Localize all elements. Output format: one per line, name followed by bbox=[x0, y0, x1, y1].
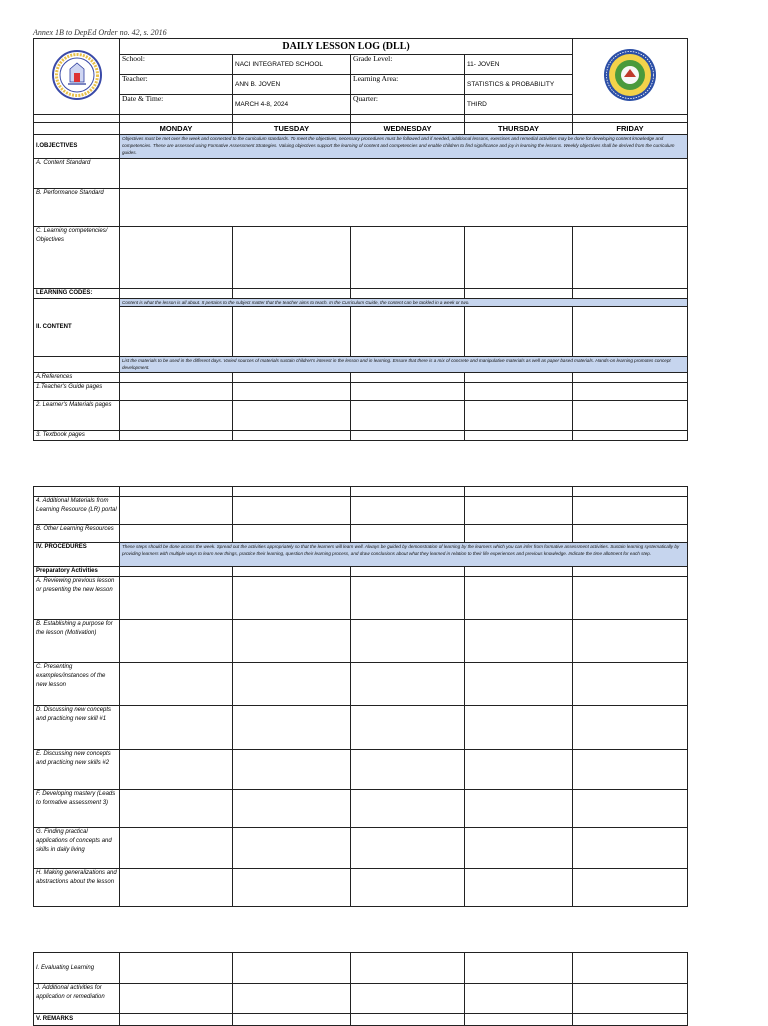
proc-j-thursday[interactable] bbox=[465, 984, 573, 1014]
tg-thursday[interactable] bbox=[465, 383, 573, 401]
procedures-note: These steps should be done across the week. Spread out the activities appropriately so that the learners will learn well. Always be guided by demonstration of learning by the learners which you can infer from formative assessment activities. Sustain learning systematically by providing learners with multiple ways to learn new things, practice their learning, question their learning process, and draw conclusions about what they learned in relation to their life experiences and previous knowledge. Indicate the time allotment for each step. bbox=[120, 543, 688, 567]
tg-tuesday[interactable] bbox=[233, 383, 351, 401]
proc-e-monday[interactable] bbox=[120, 750, 233, 790]
annex-reference: Annex 1B to DepEd Order no. 42, s. 2016 bbox=[33, 28, 167, 37]
grade-value: 11- JOVEN bbox=[465, 55, 573, 75]
proc-f-tuesday[interactable] bbox=[233, 790, 351, 828]
proc-j-label: J. Additional activities for application or remediation bbox=[34, 984, 120, 1014]
am-monday[interactable] bbox=[120, 497, 233, 525]
content-note: Content is what the lesson is all about. It pertains to the subject matter that the teacher aims to teach. In the Curriculum Guide, the content can be tackled in a week or two. bbox=[120, 299, 688, 307]
preparatory-label: Preparatory Activities bbox=[34, 567, 120, 577]
content-tuesday[interactable] bbox=[233, 307, 351, 357]
proc-c-friday[interactable] bbox=[573, 663, 688, 706]
school-label: School: bbox=[120, 55, 233, 75]
resources-note: List the materials to be used in the different days. Varied sources of materials sustain children's interest in the lesson and in learning. Ensure that there is a mix of concrete and manipulative materials as well as paper based materials. Hands-on learning promotes concept development. bbox=[120, 357, 688, 373]
proc-b-tuesday[interactable] bbox=[233, 620, 351, 663]
proc-e-thursday[interactable] bbox=[465, 750, 573, 790]
codes-thursday[interactable] bbox=[465, 289, 573, 299]
competencies-monday[interactable] bbox=[120, 227, 233, 289]
proc-g-friday[interactable] bbox=[573, 828, 688, 869]
proc-j-monday[interactable] bbox=[120, 984, 233, 1014]
proc-d-friday[interactable] bbox=[573, 706, 688, 750]
lm-tuesday[interactable] bbox=[233, 401, 351, 431]
content-label: II. CONTENT bbox=[34, 299, 120, 357]
olr-friday[interactable] bbox=[573, 525, 688, 543]
day-wednesday: WEDNESDAY bbox=[351, 123, 465, 135]
textbook-label: 3. Textbook pages bbox=[34, 431, 120, 441]
dll-table-page-2 bbox=[33, 486, 688, 907]
content-standard-label: A. Content Standard bbox=[34, 159, 120, 189]
olr-tuesday[interactable] bbox=[233, 525, 351, 543]
dll-table-page-1 bbox=[33, 38, 688, 441]
proc-b-friday[interactable] bbox=[573, 620, 688, 663]
tg-monday[interactable] bbox=[120, 383, 233, 401]
lm-friday[interactable] bbox=[573, 401, 688, 431]
objectives-note: Objectives must be met over the week and connected to the curriculum standards. To meet the objectives, necessary procedures must be followed and if needed, additional lessons, exercises and remedial activities may be done for developing content knowledge and competencies. These are assessed using Formative Assessment Strategies. Valuing objectives support the learning of content and competencies and enable children to find significance and joy in learning the lessons. Weekly objectives shall be derived from the curriculum guides. bbox=[120, 135, 688, 159]
proc-c-label: C. Presenting examples/instances of the new lesson bbox=[34, 663, 120, 706]
tb-wednesday[interactable] bbox=[351, 431, 465, 441]
proc-e-tuesday[interactable] bbox=[233, 750, 351, 790]
proc-e-label: E. Discussing new concepts and practicing new skills #2 bbox=[34, 750, 120, 790]
am-wednesday[interactable] bbox=[351, 497, 465, 525]
lm-wednesday[interactable] bbox=[351, 401, 465, 431]
proc-j-wednesday[interactable] bbox=[351, 984, 465, 1014]
competencies-thursday[interactable] bbox=[465, 227, 573, 289]
proc-b-wednesday[interactable] bbox=[351, 620, 465, 663]
teacher-value: ANN B. JOVEN bbox=[233, 75, 351, 95]
proc-b-thursday[interactable] bbox=[465, 620, 573, 663]
proc-a-thursday[interactable] bbox=[465, 577, 573, 620]
content-friday[interactable] bbox=[573, 307, 688, 357]
day-thursday: THURSDAY bbox=[465, 123, 573, 135]
proc-a-friday[interactable] bbox=[573, 577, 688, 620]
day-friday: FRIDAY bbox=[573, 123, 688, 135]
proc-h-friday[interactable] bbox=[573, 869, 688, 907]
tb-thursday[interactable] bbox=[465, 431, 573, 441]
competencies-friday[interactable] bbox=[573, 227, 688, 289]
performance-standard-label: B. Performance Standard bbox=[34, 189, 120, 227]
proc-i-monday[interactable] bbox=[120, 953, 233, 984]
proc-d-label: D. Discussing new concepts and practicing new skill #1 bbox=[34, 706, 120, 750]
proc-c-monday[interactable] bbox=[120, 663, 233, 706]
day-header-blank bbox=[34, 123, 120, 135]
proc-f-wednesday[interactable] bbox=[351, 790, 465, 828]
proc-g-wednesday[interactable] bbox=[351, 828, 465, 869]
content-monday[interactable] bbox=[120, 307, 233, 357]
objectives-label: I.OBJECTIVES bbox=[34, 135, 120, 159]
date-label: Date & Time: bbox=[120, 95, 233, 115]
additional-materials-label: 4. Additional Materials from Learning Resource (LR) portal bbox=[34, 497, 120, 525]
school-seal-icon bbox=[602, 47, 658, 103]
quarter-label: Quarter: bbox=[351, 95, 465, 115]
references-label: A.References bbox=[34, 373, 120, 383]
procedures-label: IV. PROCEDURES bbox=[34, 543, 120, 567]
proc-d-monday[interactable] bbox=[120, 706, 233, 750]
proc-h-wednesday[interactable] bbox=[351, 869, 465, 907]
proc-g-thursday[interactable] bbox=[465, 828, 573, 869]
proc-j-friday[interactable] bbox=[573, 984, 688, 1014]
proc-h-tuesday[interactable] bbox=[233, 869, 351, 907]
proc-e-wednesday[interactable] bbox=[351, 750, 465, 790]
proc-e-friday[interactable] bbox=[573, 750, 688, 790]
deped-seal-icon bbox=[51, 49, 103, 101]
proc-b-label: B. Establishing a purpose for the lesson (Motivation) bbox=[34, 620, 120, 663]
proc-g-label: G. Finding practical applications of concepts and skills in daily living bbox=[34, 828, 120, 869]
olr-monday[interactable] bbox=[120, 525, 233, 543]
tb-monday[interactable] bbox=[120, 431, 233, 441]
learning-competencies-label: C. Learning competencies/ Objectives bbox=[34, 227, 120, 289]
learners-materials-label: 2. Learner's Materials pages bbox=[34, 401, 120, 431]
codes-friday[interactable] bbox=[573, 289, 688, 299]
document-title: DAILY LESSON LOG (DLL) bbox=[120, 39, 573, 55]
proc-b-monday[interactable] bbox=[120, 620, 233, 663]
olr-thursday[interactable] bbox=[465, 525, 573, 543]
teachers-guide-label: 1.Teacher's Guide pages bbox=[34, 383, 120, 401]
tb-tuesday[interactable] bbox=[233, 431, 351, 441]
other-resources-label: B. Other Learning Resources bbox=[34, 525, 120, 543]
tg-friday[interactable] bbox=[573, 383, 688, 401]
am-thursday[interactable] bbox=[465, 497, 573, 525]
content-standard-cell[interactable] bbox=[120, 159, 688, 189]
area-label: Learning Area: bbox=[351, 75, 465, 95]
proc-c-thursday[interactable] bbox=[465, 663, 573, 706]
proc-d-tuesday[interactable] bbox=[233, 706, 351, 750]
school-value: NACI INTEGRATED SCHOOL bbox=[233, 55, 351, 75]
proc-f-friday[interactable] bbox=[573, 790, 688, 828]
tb-friday[interactable] bbox=[573, 431, 688, 441]
learning-codes-label: LEARNING CODES: bbox=[34, 289, 120, 299]
lm-thursday[interactable] bbox=[465, 401, 573, 431]
competencies-tuesday[interactable] bbox=[233, 227, 351, 289]
proc-g-tuesday[interactable] bbox=[233, 828, 351, 869]
codes-wednesday[interactable] bbox=[351, 289, 465, 299]
proc-i-thursday[interactable] bbox=[465, 953, 573, 984]
lm-monday[interactable] bbox=[120, 401, 233, 431]
proc-j-tuesday[interactable] bbox=[233, 984, 351, 1014]
proc-a-monday[interactable] bbox=[120, 577, 233, 620]
proc-d-thursday[interactable] bbox=[465, 706, 573, 750]
proc-i-tuesday[interactable] bbox=[233, 953, 351, 984]
am-tuesday[interactable] bbox=[233, 497, 351, 525]
proc-h-label: H. Making generalizations and abstractions about the lesson bbox=[34, 869, 120, 907]
date-value: MARCH 4-8, 2024 bbox=[233, 95, 351, 115]
proc-a-tuesday[interactable] bbox=[233, 577, 351, 620]
competencies-wednesday[interactable] bbox=[351, 227, 465, 289]
content-wednesday[interactable] bbox=[351, 307, 465, 357]
tg-wednesday[interactable] bbox=[351, 383, 465, 401]
proc-f-thursday[interactable] bbox=[465, 790, 573, 828]
grade-label: Grade Level: bbox=[351, 55, 465, 75]
proc-a-label: A. Reviewing previous lesson or presenting the new lesson bbox=[34, 577, 120, 620]
content-thursday[interactable] bbox=[465, 307, 573, 357]
deped-seal bbox=[34, 39, 120, 115]
olr-wednesday[interactable] bbox=[351, 525, 465, 543]
resources-label-blank bbox=[34, 357, 120, 373]
area-value: STATISTICS & PROBABILITY bbox=[465, 75, 573, 95]
school-seal bbox=[573, 39, 688, 115]
proc-h-monday[interactable] bbox=[120, 869, 233, 907]
dll-table-page-3 bbox=[33, 952, 688, 1026]
codes-monday[interactable] bbox=[120, 289, 233, 299]
proc-f-label: F. Developing mastery (Leads to formative assessment 3) bbox=[34, 790, 120, 828]
proc-d-wednesday[interactable] bbox=[351, 706, 465, 750]
remarks-label: V. REMARKS bbox=[34, 1014, 120, 1026]
proc-f-monday[interactable] bbox=[120, 790, 233, 828]
codes-tuesday[interactable] bbox=[233, 289, 351, 299]
proc-i-label: I. Evaluating Learning bbox=[34, 953, 120, 984]
proc-i-friday[interactable] bbox=[573, 953, 688, 984]
am-friday[interactable] bbox=[573, 497, 688, 525]
proc-h-thursday[interactable] bbox=[465, 869, 573, 907]
day-tuesday: TUESDAY bbox=[233, 123, 351, 135]
quarter-value: THIRD bbox=[465, 95, 573, 115]
day-monday: MONDAY bbox=[120, 123, 233, 135]
proc-i-wednesday[interactable] bbox=[351, 953, 465, 984]
proc-c-wednesday[interactable] bbox=[351, 663, 465, 706]
performance-standard-cell[interactable] bbox=[120, 189, 688, 227]
proc-a-wednesday[interactable] bbox=[351, 577, 465, 620]
teacher-label: Teacher: bbox=[120, 75, 233, 95]
proc-g-monday[interactable] bbox=[120, 828, 233, 869]
proc-c-tuesday[interactable] bbox=[233, 663, 351, 706]
